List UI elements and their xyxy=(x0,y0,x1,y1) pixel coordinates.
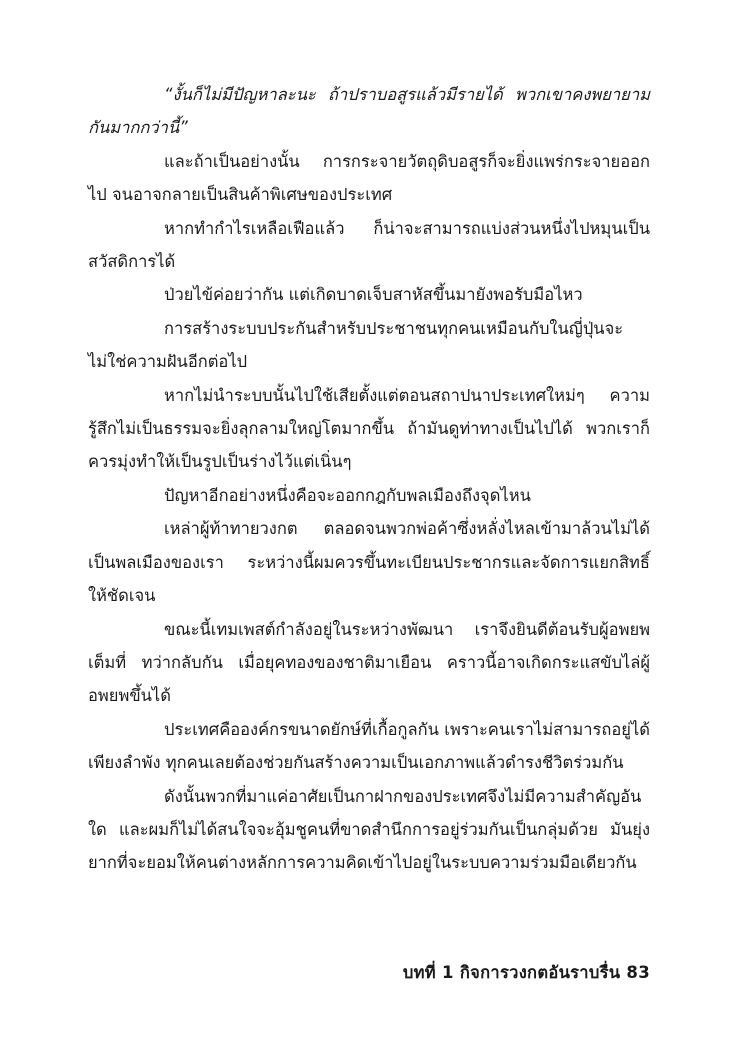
body-paragraph: การสร้างระบบประกันสำหรับประชาชนทุกคนเหมือนกับในญี่ปุ่นจะไม่ใช่ความฝันอีกต่อไป xyxy=(88,318,624,372)
body-paragraph: เหล่าผู้ท้าทายวงกต ตลอดจนพวกพ่อค้าซึ่งหลั่งไหลเข้ามาล้วนไม่ได้เป็นพลเมืองของเรา ระหว่างนี้ผมควรขึ้นทะเบียนประชากรและจัดการแยกสิทธิ์ให้ชัดเจน xyxy=(88,519,650,606)
body-paragraph: และถ้าเป็นอย่างนั้น การกระจายวัตถุดิบอสูรก็จะยิ่งแพร่กระจายออกไป จนอาจกลายเป็นสินค้าพิเศษของประเทศ xyxy=(88,151,650,205)
body-paragraph: ดังนั้นพวกที่มาแค่อาศัยเป็นกาฝากของประเทศจึงไม่มีความสำคัญอันใด และผมก็ไม่ได้สนใจจะอุ้มชูคนที่ขาดสำนึกการอยู่ร่วมกันเป็นกลุ่มด้วย มันยุ่งยากที่จะยอมให้คนต่างหลักการความคิดเข้าไปอยู่ในระบบความร่วมมือเดียวกัน xyxy=(88,786,650,873)
body-paragraph: ปัญหาอีกอย่างหนึ่งคือจะออกกฎกับพลเมืองถึงจุดไหน xyxy=(164,485,531,505)
page-footer: บทที่ 1 กิจการวงกตอันราบรื่น 83 xyxy=(402,963,650,982)
body-paragraph: ป่วยไข้ค่อยว่ากัน แต่เกิดบาดเจ็บสาหัสขึ้นมายังพอรับมือไหว xyxy=(164,285,583,305)
body-paragraph: หากทำกำไรเหลือเฟือแล้ว ก็น่าจะสามารถแบ่งส่วนหนึ่งไปหมุนเป็นสวัสดิการได้ xyxy=(88,218,650,272)
body-paragraph: ขณะนี้เทมเพสต์กำลังอยู่ในระหว่างพัฒนา เราจึงยินดีต้อนรับผู้อพยพเต็มที่ ทว่ากลับกัน เมื่อยุคทองของชาติมาเยือน คราวนี้อาจเกิดกระแสขับไล่ผู้อพยพขึ้นได้ xyxy=(88,619,650,706)
dialogue-paragraph: “งั้นก็ไม่มีปัญหาละนะ ถ้าปราบอสูรแล้วมีรายได้ พวกเขาคงพยายามกันมากกว่านี้” xyxy=(88,85,650,138)
page-body xyxy=(88,78,650,880)
body-paragraph: หากไม่นำระบบนั้นไปใช้เสียตั้งแต่ตอนสถาปนาประเทศใหม่ๆ ความรู้สึกไม่เป็นธรรมจะยิ่งลุกลามใหญ่โตมากขึ้น ถ้ามันดูท่าทางเป็นไปได้ พวกเราก็ควรมุ่งทำให้เป็นรูปเป็นร่างไว้แต่เนิ่นๆ xyxy=(88,385,650,472)
body-paragraph: ประเทศคือองค์กรขนาดยักษ์ที่เกื้อกูลกัน เพราะคนเราไม่สามารถอยู่ได้เพียงลำพัง ทุกคนเลยต้องช่วยกันสร้างความเป็นเอกภาพแล้วดำรงชีวิตร่วมกัน xyxy=(88,719,650,773)
